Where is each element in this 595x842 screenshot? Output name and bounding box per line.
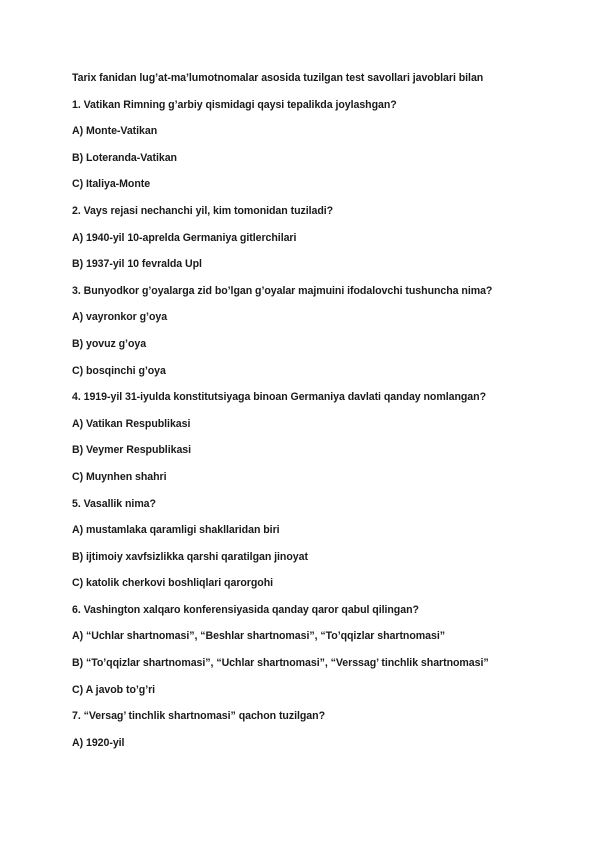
text-line: A) Monte-Vatikan bbox=[72, 125, 158, 138]
text-line: B) “To’qqizlar shartnomasi”, “Uchlar shartnomasi”, “Verssag’ tinchlik shartnomasi” bbox=[72, 657, 489, 670]
text-line: 1. Vatikan Rimning g’arbiy qismidagi qaysi tepalikda joylashgan? bbox=[72, 98, 397, 111]
text-line: A) mustamlaka qaramligi shakllaridan biri bbox=[72, 524, 280, 537]
text-line: B) Veymer Respublikasi bbox=[72, 444, 192, 457]
text-line: B) ijtimoiy xavfsizlikka qarshi qaratilgan jinoyat bbox=[72, 550, 308, 563]
text-line: C) A javob to’g’ri bbox=[72, 683, 156, 696]
document-title: Tarix fanidan lug’at-ma’lumotnomalar asosida tuzilgan test savollari javoblari bilan bbox=[72, 72, 484, 84]
text-line: A) vayronkor g’oya bbox=[72, 311, 168, 324]
text-line: 5. Vasallik nima? bbox=[72, 497, 156, 510]
text-line: 6. Vashington xalqaro konferensiyasida qanday qaror qabul qilingan? bbox=[72, 603, 419, 616]
text-line: 3. Bunyodkor g’oyalarga zid bo’lgan g’oyalar majmuini ifodalovchi tushuncha nima? bbox=[72, 284, 493, 297]
text-line: C) Muynhen shahri bbox=[72, 470, 167, 483]
text-line: B) Loteranda-Vatikan bbox=[72, 151, 177, 164]
text-line: 4. 1919-yil 31-iyulda konstitutsiyaga binoan Germaniya davlati qanday nomlangan? bbox=[72, 391, 486, 404]
document-text bbox=[72, 69, 542, 760]
text-line: A) 1940-yil 10-aprelda Germaniya gitlerchilari bbox=[72, 231, 297, 244]
text-line: A) “Uchlar shartnomasi”, “Beshlar shartnomasi”, “To’qqizlar shartnomasi” bbox=[72, 630, 445, 643]
text-line: C) bosqinchi g’oya bbox=[72, 364, 166, 377]
text-line: 7. “Versag’ tinchlik shartnomasi” qachon tuzilgan? bbox=[72, 710, 325, 723]
text-line: C) Italiya-Monte bbox=[72, 178, 151, 191]
text-line: C) katolik cherkovi boshliqlari qarorgohi bbox=[72, 577, 274, 590]
text-line: 2. Vays rejasi nechanchi yil, kim tomonidan tuziladi? bbox=[72, 204, 334, 217]
text-line: A) Vatikan Respublikasi bbox=[72, 417, 191, 430]
text-line: B) 1937-yil 10 fevralda Upl bbox=[72, 258, 202, 271]
text-line: A) 1920-yil bbox=[72, 736, 125, 749]
text-line: B) yovuz g’oya bbox=[72, 337, 147, 350]
